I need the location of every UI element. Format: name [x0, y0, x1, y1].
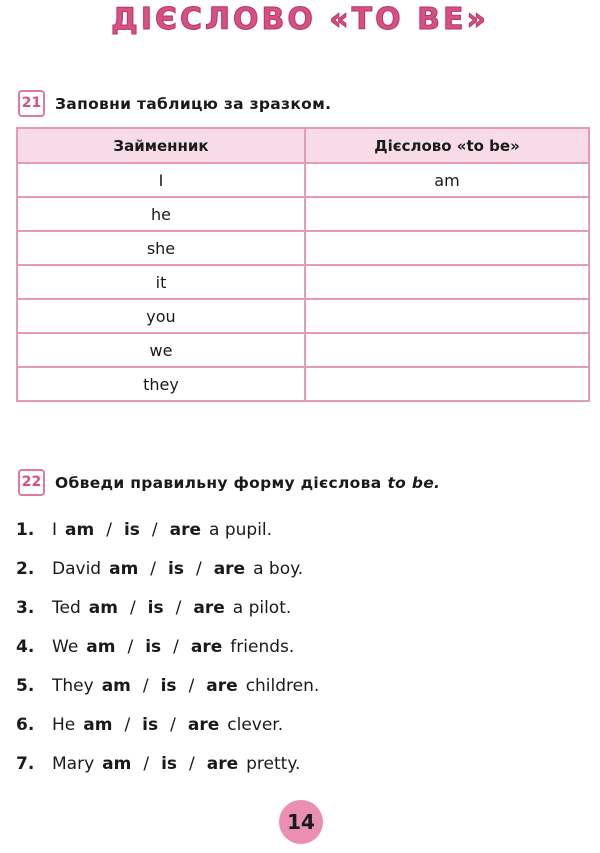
sentence-subject: They	[52, 676, 94, 696]
option-am[interactable]: am	[83, 715, 113, 735]
sentence-number: 4.	[16, 637, 35, 657]
verb-cell[interactable]	[305, 299, 589, 333]
sentence-number: 7.	[16, 754, 35, 774]
verb-cell[interactable]	[305, 265, 589, 299]
sentence-subject: Ted	[52, 598, 81, 618]
task-21-header	[18, 90, 331, 117]
sentence-number: 1.	[16, 520, 35, 540]
slash-divider: /	[106, 520, 112, 540]
list-item	[16, 710, 576, 749]
task-number-badge: 21	[18, 90, 45, 117]
pronoun-cell: I	[17, 163, 305, 197]
slash-divider: /	[189, 754, 195, 774]
table-row	[17, 367, 589, 401]
task-22-instruction	[55, 474, 440, 492]
table-row	[17, 265, 589, 299]
option-are[interactable]: are	[169, 520, 202, 540]
table-row	[17, 299, 589, 333]
option-am[interactable]: am	[65, 520, 95, 540]
list-item	[16, 671, 576, 710]
slash-divider: /	[151, 520, 158, 540]
option-are[interactable]: are	[213, 559, 246, 579]
table-header-row	[17, 128, 589, 163]
option-is[interactable]: is	[168, 559, 184, 579]
table-row	[17, 163, 589, 197]
list-item	[16, 749, 576, 788]
page-number-badge: 14	[279, 800, 323, 844]
slash-divider: /	[143, 754, 150, 774]
table-row	[17, 197, 589, 231]
option-are[interactable]: are	[206, 676, 238, 696]
sentence-subject: Mary	[52, 754, 95, 774]
slash-divider: /	[124, 715, 131, 735]
task-number-badge: 22	[18, 469, 45, 496]
sentence-number: 5.	[16, 676, 35, 696]
pronoun-cell: he	[17, 197, 305, 231]
list-item	[16, 593, 576, 632]
verb-cell[interactable]	[305, 197, 589, 231]
slash-divider: /	[175, 598, 182, 618]
pronoun-cell: you	[17, 299, 305, 333]
pronoun-cell: we	[17, 333, 305, 367]
sentence-list	[16, 515, 576, 788]
sentence-subject: David	[52, 559, 102, 579]
slash-divider: /	[195, 559, 202, 579]
slash-divider: /	[127, 637, 134, 657]
slash-divider: /	[142, 676, 149, 696]
slash-divider: /	[188, 676, 195, 696]
sentence-subject: I	[52, 520, 58, 540]
sentence-subject: We	[52, 637, 79, 657]
verb-cell[interactable]: am	[305, 163, 589, 197]
pronoun-cell: they	[17, 367, 305, 401]
sentence-ending: a pilot.	[232, 598, 292, 618]
slash-divider: /	[173, 637, 179, 657]
slash-divider: /	[150, 559, 157, 579]
option-are[interactable]: are	[206, 754, 239, 774]
sentence-ending: pretty.	[246, 754, 301, 774]
option-am[interactable]: am	[101, 676, 131, 696]
sentence-number: 3.	[16, 598, 35, 618]
slash-divider: /	[170, 715, 176, 735]
sentence-subject: He	[52, 715, 76, 735]
option-are[interactable]: are	[190, 637, 223, 657]
task-21-instruction: Заповни таблицю за зразком.	[55, 94, 332, 113]
verb-cell[interactable]	[305, 333, 589, 367]
task-22-header	[18, 469, 440, 496]
column-header-verb: Дієслово «to be»	[305, 128, 589, 163]
option-is[interactable]: is	[160, 676, 177, 696]
pronoun-verb-table	[16, 127, 590, 402]
option-is[interactable]: is	[161, 754, 178, 774]
option-is[interactable]: is	[147, 598, 164, 618]
option-am[interactable]: am	[86, 637, 116, 657]
option-is[interactable]: is	[145, 637, 162, 657]
column-header-pronoun: Займенник	[17, 128, 305, 163]
task-22-instruction-emphasis: to be.	[387, 473, 441, 492]
sentence-ending: a pupil.	[209, 520, 273, 540]
verb-cell[interactable]	[305, 231, 589, 265]
slash-divider: /	[129, 598, 136, 618]
verb-cell[interactable]	[305, 367, 589, 401]
sentence-number: 6.	[16, 715, 35, 735]
table-row	[17, 333, 589, 367]
pronoun-cell: it	[17, 265, 305, 299]
table-row	[17, 231, 589, 265]
option-am[interactable]: am	[88, 598, 118, 618]
sentence-ending: a boy.	[253, 559, 304, 579]
sentence-ending: children.	[245, 676, 320, 696]
option-am[interactable]: am	[109, 559, 139, 579]
sentence-ending: clever.	[227, 715, 284, 735]
sentence-ending: friends.	[230, 637, 295, 657]
pronoun-cell: she	[17, 231, 305, 265]
option-is[interactable]: is	[123, 520, 140, 540]
option-are[interactable]: are	[187, 715, 220, 735]
list-item	[16, 515, 576, 554]
page-title: ДІЄСЛОВО «TO BE»	[111, 2, 489, 37]
option-are[interactable]: are	[193, 598, 225, 618]
sentence-number: 2.	[16, 559, 35, 579]
option-is[interactable]: is	[142, 715, 159, 735]
option-am[interactable]: am	[102, 754, 132, 774]
list-item	[16, 554, 576, 593]
task-22-instruction-text: Обведи правильну форму дієслова	[55, 473, 382, 492]
list-item	[16, 632, 576, 671]
